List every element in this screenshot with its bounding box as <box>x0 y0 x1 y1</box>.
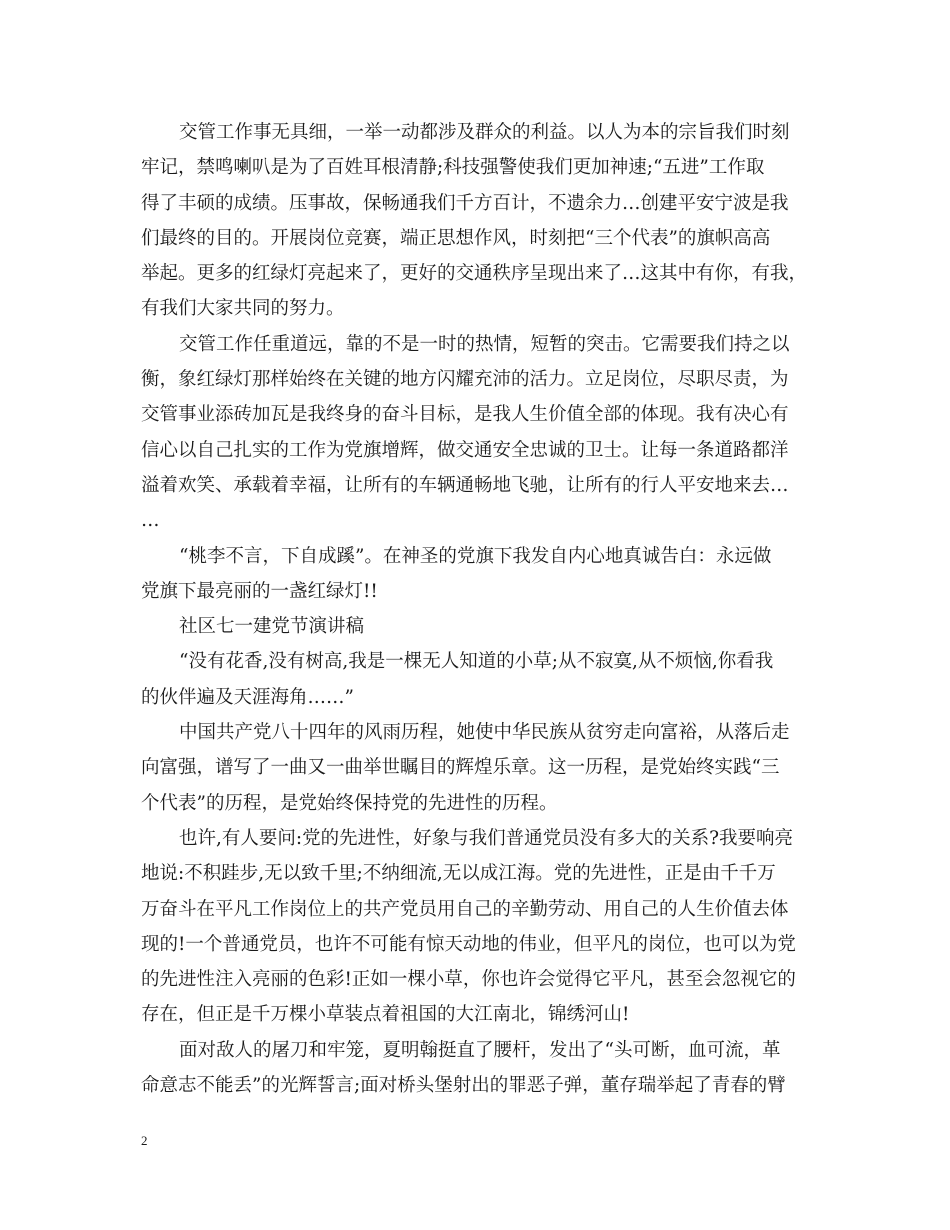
text-line: 牢记，禁鸣喇叭是为了百姓耳根清静;科技强警使我们更加神速;“五进”工作取 <box>141 157 765 179</box>
paragraph <box>141 1033 812 1104</box>
text-line: 交管事业添砖加瓦是我终身的奋斗目标，是我人生价值全部的体现。我有决心有 <box>141 404 789 426</box>
text-line: 信心以自己扎实的工作为党旗增辉，做交通安全忠诚的卫士。让每一条道路都洋 <box>141 439 789 461</box>
text-line: 地说:不积跬步,无以致千里;不纳细流,无以成江海。党的先进性，正是由千千万 <box>141 863 776 885</box>
text-line: 个代表”的历程，是党始终保持党的先进性的历程。 <box>141 792 558 814</box>
text-line: 们最终的目的。开展岗位竞赛，端正思想作风，时刻把“三个代表”的旗帜高高 <box>141 227 771 249</box>
text-line: 存在，但正是千万棵小草装点着祖国的大江南北，锦绣河山! <box>141 1004 630 1026</box>
text-line: … <box>141 510 160 532</box>
text-line: 党旗下最亮丽的一盏红绿灯!! <box>141 580 378 602</box>
text-line: 得了丰硕的成绩。压事故，保畅通我们千方百计，不遗余力…创建平安宁波是我 <box>141 192 789 214</box>
text-line: 举起。更多的红绿灯亮起来了，更好的交通秩序呈现出来了…这其中有你，有我， <box>141 263 808 285</box>
paragraph <box>141 609 812 644</box>
text-line: 万奋斗在平凡工作岗位上的共产党员用自己的辛勤劳动、用自己的人生价值去体 <box>141 898 789 920</box>
text-line: 交管工作事无具细，一举一动都涉及群众的利益。以人为本的宗旨我们时刻 <box>179 122 790 143</box>
text-line: “桃李不言，下自成蹊”。在神圣的党旗下我发自内心地真诚告白：永远做 <box>179 545 772 567</box>
paragraph <box>141 115 812 327</box>
paragraph <box>141 715 812 821</box>
text-line: 中国共产党八十四年的风雨历程，她使中华民族从贫穷走向富裕，从落后走 <box>179 722 790 744</box>
text-line: 命意志不能丢”的光辉誓言;面对桥头堡射出的罪恶子弹，董存瑞举起了青春的臂 <box>141 1075 786 1097</box>
paragraph <box>141 821 812 1033</box>
paragraph <box>141 539 812 610</box>
text-line: “没有花香,没有树高,我是一棵无人知道的小草;从不寂寞,从不烦恼,你看我 <box>179 651 774 673</box>
text-line: 有我们大家共同的努力。 <box>141 298 345 320</box>
text-line: 面对敌人的屠刀和牢笼，夏明翰挺直了腰杆，发出了“头可断，血可流，革 <box>179 1039 781 1061</box>
text-line: 向富强，谱写了一曲又一曲举世瞩目的辉煌乐章。这一历程，是党始终实践“三 <box>141 757 780 779</box>
paragraph <box>141 644 812 715</box>
text-line: 也许,有人要问:党的先进性，好象与我们普通党员没有多大的关系?我要响亮 <box>179 827 794 849</box>
text-line: 的伙伴遍及天涯海角……” <box>141 686 354 708</box>
text-line: 衡，象红绿灯那样始终在关键的地方闪耀充沛的活力。立足岗位，尽职尽责，为 <box>141 369 789 391</box>
text-line: 社区七一建党节演讲稿 <box>179 616 365 638</box>
text-line: 溢着欢笑、承载着幸福，让所有的车辆通畅地飞驰，让所有的行人平安地来去… <box>141 474 789 496</box>
page-number: 2 <box>141 1133 148 1148</box>
document-body <box>141 115 812 1103</box>
paragraph <box>141 327 812 539</box>
text-line: 的先进性注入亮丽的色彩!正如一棵小草，你也许会觉得它平凡，甚至会忽视它的 <box>141 969 796 991</box>
text-line: 现的!一个普通党员，也许不可能有惊天动地的伟业，但平凡的岗位，也可以为党 <box>141 933 796 955</box>
text-line: 交管工作任重道远，靠的不是一时的热情，短暂的突击。它需要我们持之以 <box>179 333 790 355</box>
